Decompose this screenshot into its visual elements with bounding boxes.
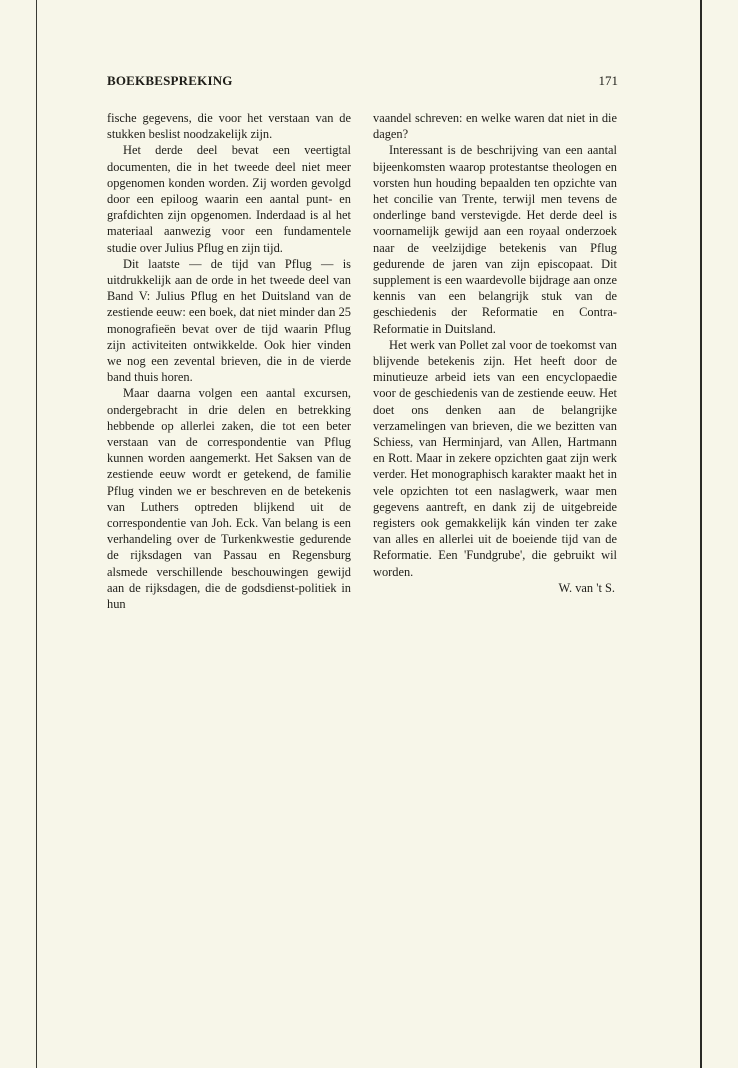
running-head: BOEKBESPREKING (107, 73, 233, 88)
page-edge-left (36, 0, 37, 1068)
author-signature: W. van 't S. (558, 580, 615, 595)
paragraph: Dit laatste — de tijd van Pflug — is uitdrukkelijk aan de orde in het tweede deel van Band V: Julius Pflug en het Duitsland van de zestiende eeuw: een boek, dat niet minder dan 25 monografieën bevat over de tijd waarin Pflug zijn activiteiten ontwikkelde. Ook hier vinden we nog een zevental brieven, die in de vierde band thuis horen. (107, 256, 351, 385)
paragraph: Het derde deel bevat een veertigtal documenten, die in het tweede deel niet meer opgenomen konden worden. Zij worden gevolgd door een epiloog waarin een aantal punt- en grafdichten zijn opgenomen. Inderdaad is al het materiaal aanwezig voor een fundamentele studie over Julius Pflug en zijn tijd. (107, 143, 351, 255)
paragraph: vaandel schreven: en welke waren dat niet in die dagen? (373, 111, 617, 142)
page-number: 171 (598, 73, 618, 88)
paragraph: fische gegevens, die voor het verstaan van de stukken beslist noodzakelijk zijn. (107, 111, 351, 142)
paragraph: Het werk van Pollet zal voor de toekomst van blijvende betekenis zijn. Het heeft door de minutieuze arbeid iets van een encyclopaedie voor de geschiedenis van de zestiende eeuw. Het doet ons denken aan de belangrijke verzamelingen van brieven, die we bezitten van Schiess, van Herminjard, van Allen, Hartmann en Rott. Maar in zekere opzichten gaat zijn werk verder. Het monographisch karakter maakt het in vele opzichten tot een naslagwerk, waar men gegevens aantreft, en dank zij de uitgebreide registers ook gemakkelijk kán vinden ter zake van alles en allerlei uit de boeiende tijd van de Reformatie. Een 'Fundgrube', die gebruikt wil worden. (373, 337, 617, 579)
paragraph: Maar daarna volgen een aantal excursen, ondergebracht in drie delen en betrekking hebbende op allerlei zaken, die tot een beter verstaan van de correspondentie van Pflug kunnen worden aangemerkt. Het Saksen van de zestiende eeuw wordt er getekend, de familie Pflug vinden we er beschreven en de betekenis van Luthers optreden blijkend uit de correspondentie van Joh. Eck. Van belang is een verhandeling over de Turkenkwestie gedurende de rijksdagen van Passau en Regensburg alsmede verschillende beschouwingen gewijd aan de rijksdagen, die de godsdienst-politiek in hun (107, 386, 351, 612)
paragraph: Interessant is de beschrijving van een aantal bijeenkomsten waarop protestantse theologen en vorsten hun houding bepaalden ten opzichte van het concilie van Trente, terwijl men tevens de onderlinge band verstevigde. Het derde deel is voornamelijk gewijd aan een royaal onderzoek naar de veelzijdige betekenis van Pflug gedurende de jaren van zijn episcopaat. Dit supplement is een waardevolle bijdrage aan onze kennis van een belangrijk stuk van de geschiedenis der Reformatie en Contra-Reformatie in Duitsland. (373, 143, 617, 336)
right-column (373, 110, 617, 596)
page-edge-right (700, 0, 702, 1068)
left-column (107, 110, 351, 612)
